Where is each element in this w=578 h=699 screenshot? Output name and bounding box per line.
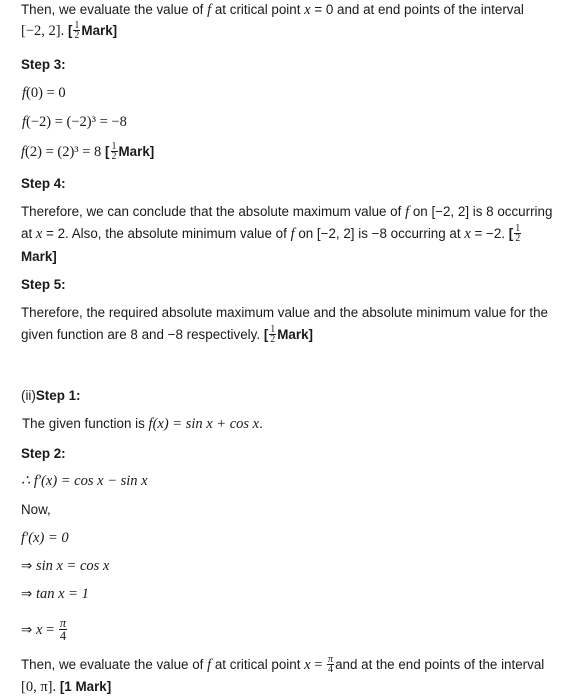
step-5-heading: Step 5: (21, 277, 66, 292)
intro-line-2: [−2, 2]. [ $\frac{1}{2}$ Mark] (21, 20, 118, 41)
step-4-mark-label: Mark] (21, 249, 57, 264)
step-5-line-1: Therefore, the required absolute maximum value and the absolute minimum value for the (21, 305, 548, 320)
pi-over-four-fraction: $\frac{\pi}{4}$ (328, 654, 334, 675)
x-equals-pi-over-4: ⇒ x = $\frac{\pi}{4}$ (21, 616, 67, 643)
tan-equals-one: ⇒ tan x = 1 (21, 586, 89, 602)
final-line-2: [0, π]. [1 Mark] (21, 679, 112, 695)
step-5-line-2: given function are 8 and −8 respectively. [ $\frac{1}{2}$ Mark] (21, 324, 314, 345)
half-fraction: $\frac{1}{2}$ (270, 324, 276, 345)
step-4-heading: Step 4: (21, 176, 66, 191)
part-ii-heading: (ii)Step 1: (21, 388, 81, 403)
sin-equals-cos: ⇒ sin x = cos x (21, 558, 110, 574)
eq-f-minus-2: f(−2) = (−2)³ = −8 (22, 114, 127, 130)
step-2-heading: Step 2: (21, 446, 66, 461)
half-fraction: $\frac{1}{2}$ (515, 223, 521, 244)
step-4-line-1: Therefore, we can conclude that the absolute maximum value of f on [−2, 2] is 8 occurring (21, 204, 553, 220)
half-fraction: $\frac{1}{2}$ (74, 20, 80, 41)
final-line-1: Then, we evaluate the value of f at critical point x = $\frac{\pi}{4}$ and at the end points of the interval (21, 654, 545, 675)
step-3-heading: Step 3: (21, 57, 66, 72)
now-line: Now, (21, 502, 51, 517)
pi-over-four-fraction: $\frac{\pi}{4}$ (59, 616, 67, 643)
eq-f2: f(2) = (2)³ = 8 [ $\frac{1}{2}$ Mark] (21, 141, 155, 162)
eq-f0: f(0) = 0 (22, 85, 66, 101)
intro-line-1: Then, we evaluate the value of f at critical point x = 0 and at end points of the interval (21, 2, 524, 18)
given-function: The given function is f(x) = sin x + cos x. (22, 416, 263, 432)
half-fraction: $\frac{1}{2}$ (111, 141, 117, 162)
derivative-zero: f′(x) = 0 (21, 530, 69, 546)
step-4-line-2: at x = 2. Also, the absolute minimum value of f on [−2, 2] is −8 occurring at x = −2. [ $\frac{1}{2}$ (21, 223, 521, 244)
derivative-line: ∴ f′(x) = cos x − sin x (21, 473, 148, 489)
